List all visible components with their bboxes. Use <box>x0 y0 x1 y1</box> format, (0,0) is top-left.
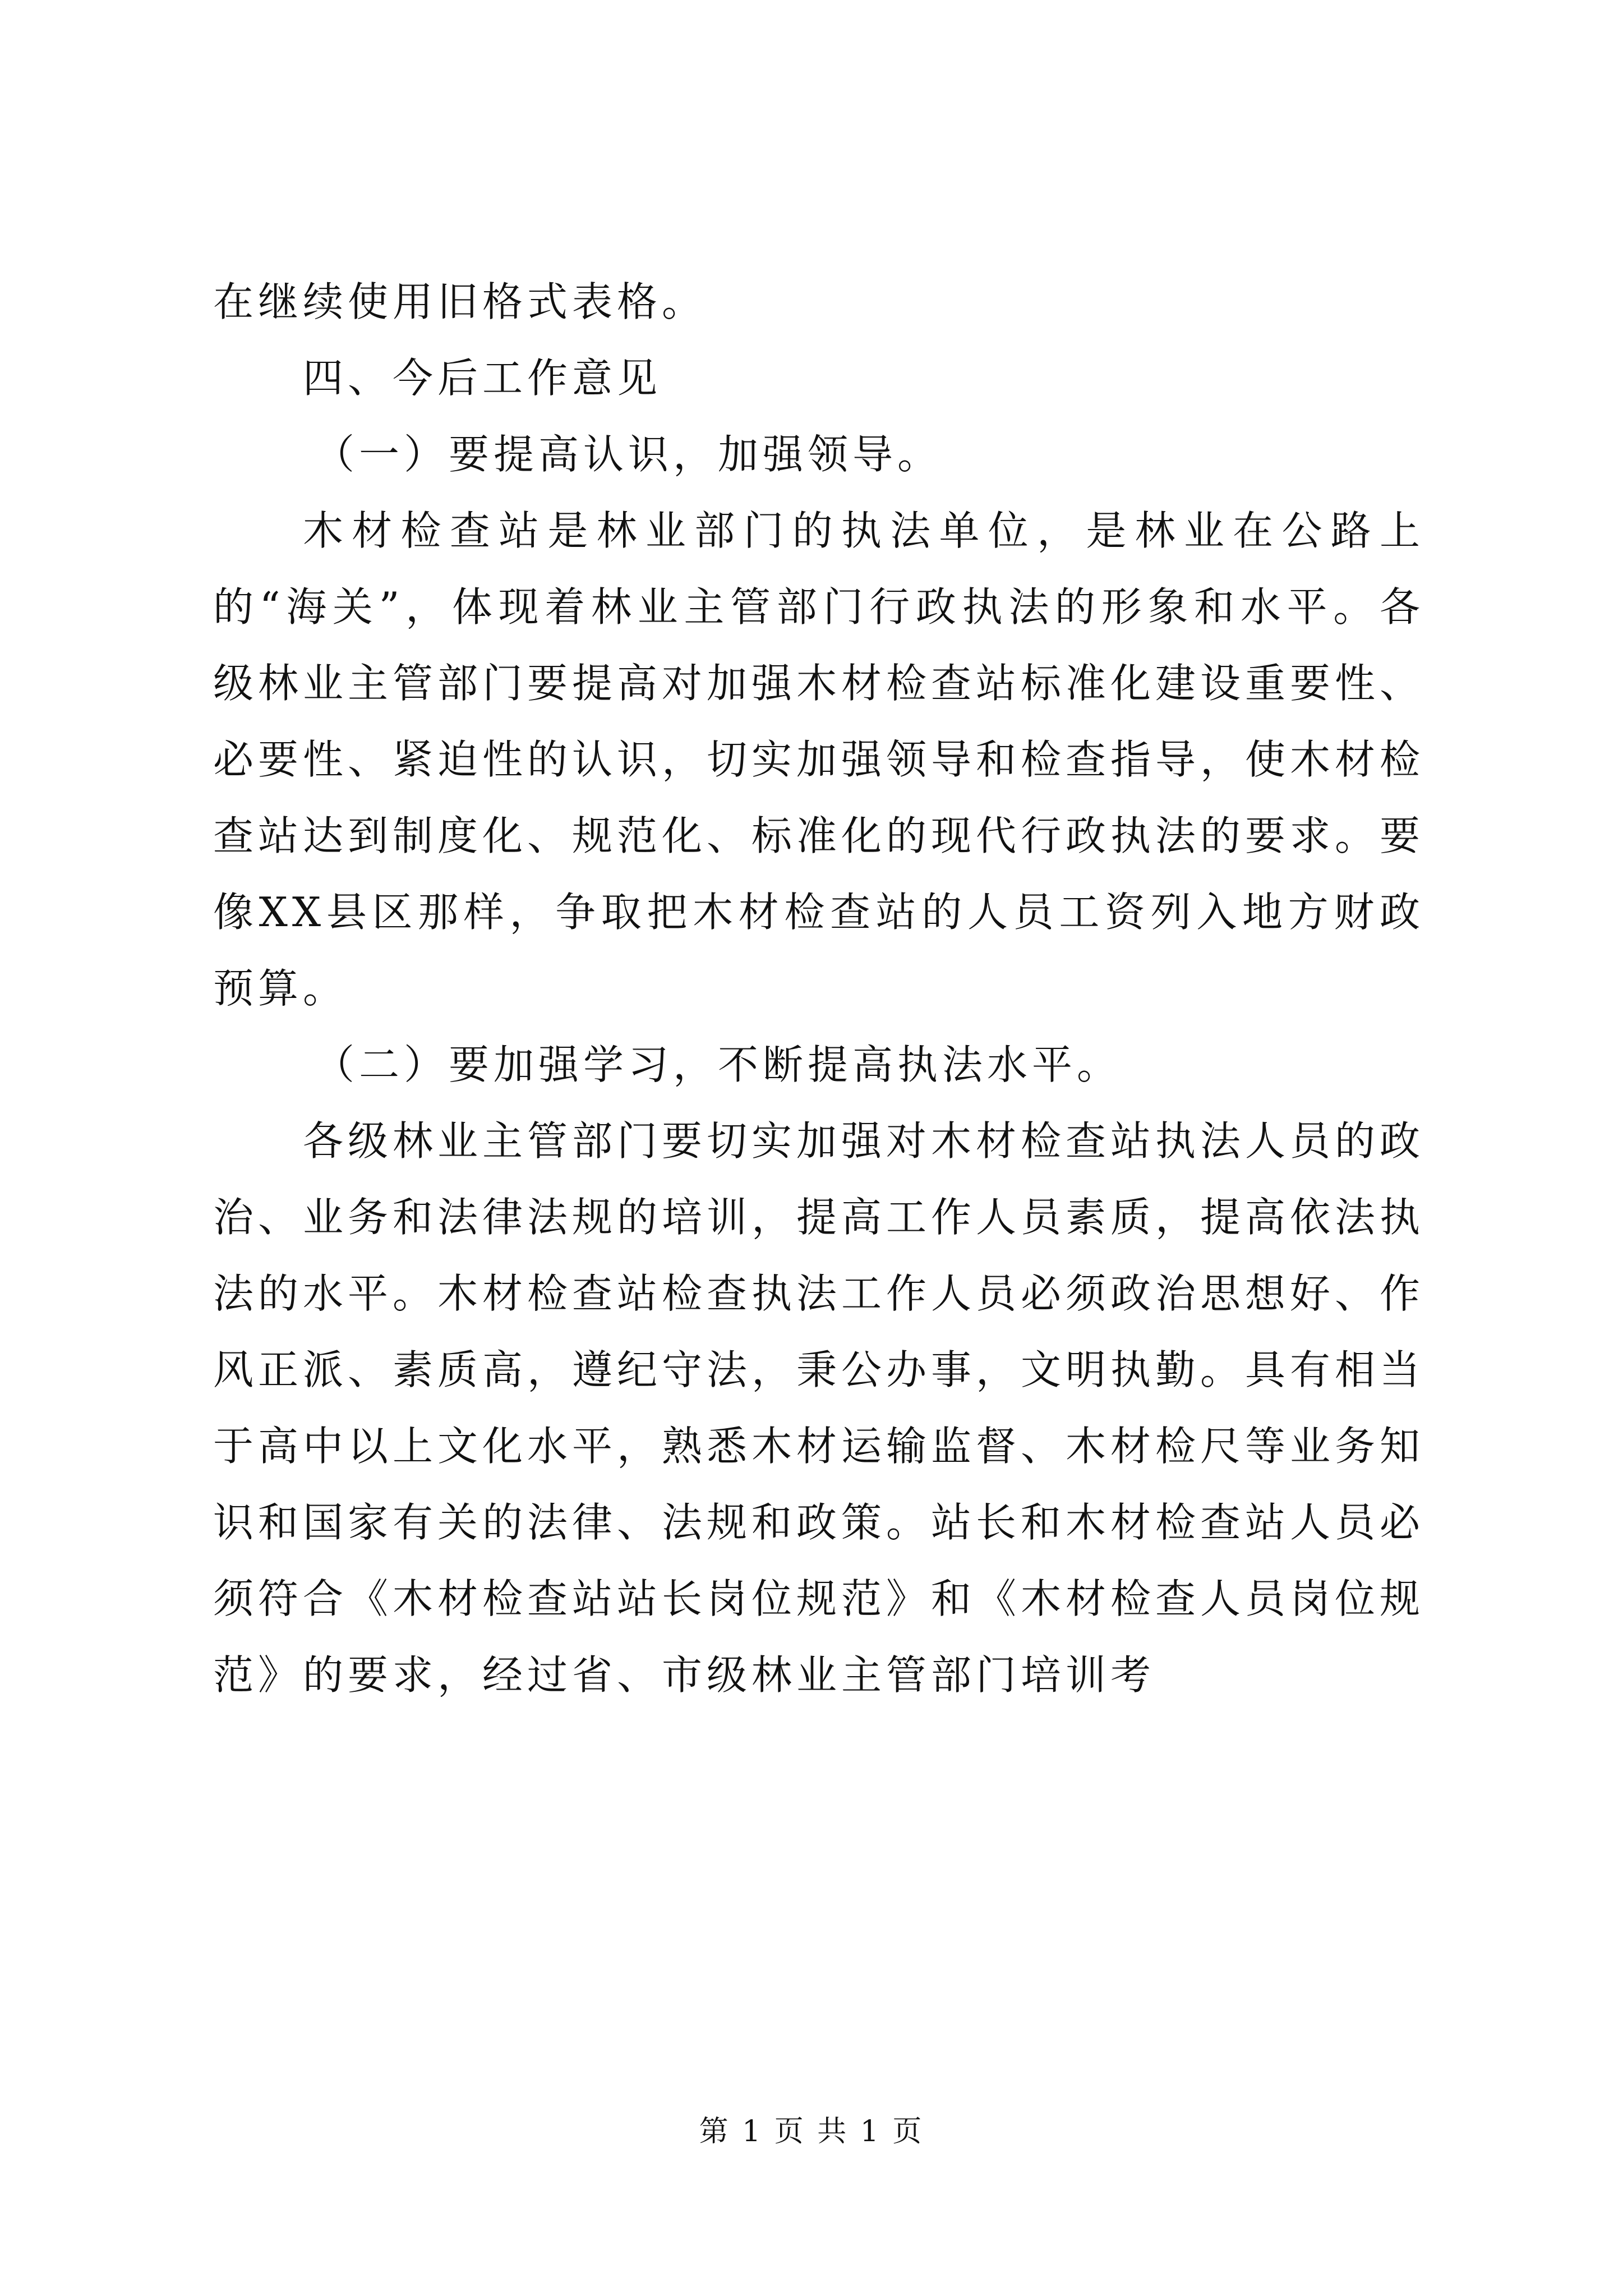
page-footer: 第 1 页 共 1 页 <box>699 2115 924 2148</box>
document-body <box>213 264 1424 1713</box>
section-heading: 四、今后工作意见 <box>303 355 662 402</box>
subsection-heading-2: （二）要加强学习，不断提高执法水平。 <box>314 1041 1122 1088</box>
subsection-heading-1: （一）要提高认识，加强领导。 <box>314 431 943 478</box>
body-paragraph-1: 木材检查站是林业部门的执法单位，是林业在公路上的“海关”，体现着林业主管部门行政执法的形象和水平。各级林业主管部门要提高对加强木材检查站标准化建设重要性、必要性、紧迫性的认识，切实加强领导和检查指导，使木材检查站达到制度化、规范化、标准化的现代行政执法的要求。要像XX县区那样，争取把木材检查站的人员工资列入地方财政预算。 <box>213 507 1425 1012</box>
body-paragraph-2: 各级林业主管部门要切实加强对木材检查站执法人员的政治、业务和法律法规的培训，提高工作人员素质，提高依法执法的水平。木材检查站检查执法工作人员必须政治思想好、作风正派、素质高，遵纪守法，秉公办事，文明执勤。具有相当于高中以上文化水平，熟悉木材运输监督、木材检尺等业务知识和国家有关的法律、法规和政策。站长和木材检查站人员必须符合《木材检查站站长岗位规范》和《木材检查人员岗位规范》的要求，经过省、市级林业主管部门培训考 <box>213 1117 1425 1699</box>
paragraph-continuation: 在继续使用旧格式表格。 <box>213 278 707 325</box>
